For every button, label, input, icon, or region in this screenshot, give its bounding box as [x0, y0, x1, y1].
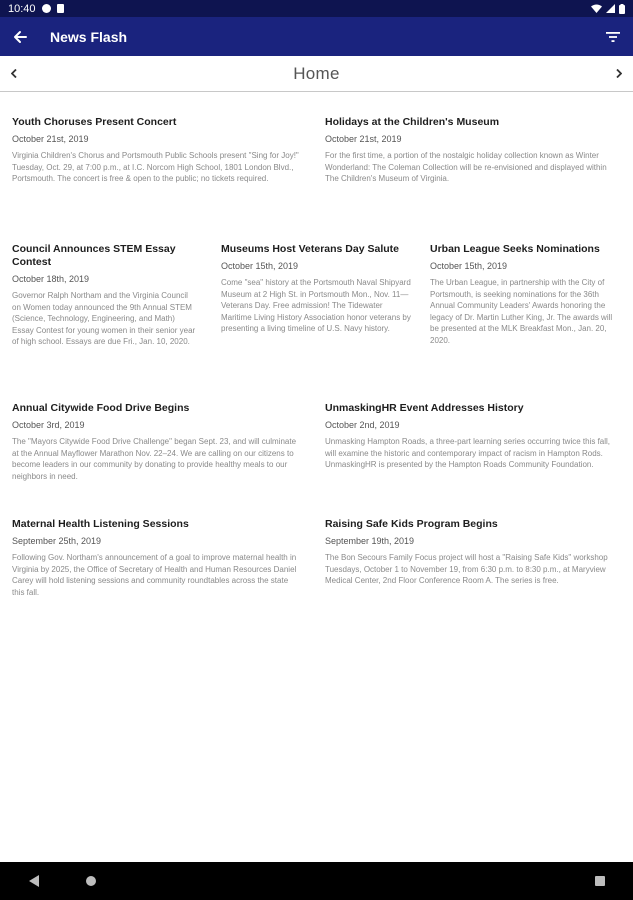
article-summary: The Bon Secours Family Focus project will host a "Raising Safe Kids" workshop Tuesdays, October 1 to November 19, from 6:30 p.m. to 8:30 p.m., at Maryview Medical Center, 2nd Floor Conference Room A. The series is free.	[325, 553, 608, 585]
article-title: Urban League Seeks Nominations	[430, 243, 600, 255]
article-date: September 25th, 2019	[12, 536, 102, 546]
wifi-icon	[591, 4, 602, 13]
previous-section-button[interactable]	[0, 56, 28, 92]
article-summary: Unmasking Hampton Roads, a three-part learning series occurring twice this fall, will examine the historic and contemporary impact of racism in Hampton Rods. UnmaskingHR is presented by the Hampton Roads Community Foundation.	[325, 437, 611, 469]
filter-button[interactable]	[593, 17, 633, 56]
article-title: Holidays at the Children's Museum	[325, 116, 500, 128]
article-title: Annual Citywide Food Drive Begins	[12, 402, 190, 414]
section-navigator	[0, 56, 633, 92]
back-button[interactable]	[0, 17, 40, 56]
article-date: October 18th, 2019	[12, 274, 90, 284]
article-summary: Virginia Children's Chorus and Portsmouth Public Schools present "Sing for Joy!" Tuesday, Oct. 29, at 7:00 p.m., at I.C. Norcom High School, 1801 London Blvd., Portsmouth. The concert is free & open to the public; no tickets required.	[12, 151, 299, 183]
article-card[interactable]	[325, 402, 620, 471]
nav-home-icon[interactable]	[86, 876, 96, 886]
article-summary: Following Gov. Northam's announcement of a goal to improve maternal health in Virginia by 2025, the Office of Secretary of Health and Human Resources Daniel Carey will hold listening sessions and community roundtables across the state this fall.	[12, 553, 297, 597]
article-summary: Come "sea" history at the Portsmouth Naval Shipyard Museum at 2 High St. in Portsmouth Mon., Nov. 11—Veterans Day. Free admission! The Tidewater Maritime Living History Association honor veterans by presenting a living timeline of U.S. Navy history.	[221, 278, 411, 333]
article-title: Raising Safe Kids Program Begins	[325, 518, 498, 530]
app-title: News Flash	[50, 28, 128, 45]
article-card[interactable]	[430, 243, 620, 346]
article-card[interactable]	[12, 518, 302, 598]
nav-recents-icon[interactable]	[595, 876, 605, 886]
article-title: UnmaskingHR Event Addresses History	[325, 402, 524, 414]
article-title: Maternal Health Listening Sessions	[12, 518, 189, 530]
battery-icon	[619, 4, 625, 14]
status-time: 10:40	[8, 2, 36, 15]
article-card[interactable]	[221, 243, 411, 335]
sd-card-icon	[57, 4, 64, 13]
article-card[interactable]	[12, 402, 302, 482]
status-bar	[0, 0, 633, 17]
chevron-left-icon	[11, 69, 17, 78]
section-title: Home	[293, 63, 340, 83]
signal-icon	[606, 4, 615, 13]
nav-back-icon[interactable]	[29, 875, 39, 887]
article-summary: For the first time, a portion of the nostalgic holiday collection known as Winter Wonderland: The Coleman Collection will be re-envisioned and displayed within The Children's Museum of Virginia.	[325, 151, 607, 183]
article-date: September 19th, 2019	[325, 536, 415, 546]
next-section-button[interactable]	[605, 56, 633, 92]
article-card[interactable]	[325, 116, 620, 185]
article-date: October 15th, 2019	[430, 261, 508, 271]
chevron-right-icon	[616, 69, 622, 78]
article-date: October 21st, 2019	[325, 134, 402, 144]
article-summary: The Urban League, in partnership with the City of Portsmouth, is seeking nominations for the 36th Annual Community Leaders' Awards honoring the legacy of Dr. Martin Luther King, Jr. The awards will be presented at the MLK Breakfast Mon., Jan. 20, 2020.	[430, 278, 613, 345]
article-date: October 3rd, 2019	[12, 420, 85, 430]
app-bar	[0, 17, 633, 56]
filter-icon	[606, 31, 620, 43]
arrow-back-icon	[13, 30, 27, 44]
article-card[interactable]	[325, 518, 620, 587]
system-navigation-bar	[0, 862, 633, 900]
article-title: Museums Host Veterans Day Salute	[221, 243, 399, 255]
article-title: Council Announces STEM Essay Contest	[12, 243, 176, 268]
notification-icon	[42, 4, 51, 13]
article-date: October 2nd, 2019	[325, 420, 400, 430]
article-card[interactable]	[12, 116, 302, 185]
article-date: October 15th, 2019	[221, 261, 299, 271]
article-card[interactable]	[12, 243, 197, 348]
article-date: October 21st, 2019	[12, 134, 89, 144]
article-summary: The "Mayors Citywide Food Drive Challenge" began Sept. 23, and will culminate at the Annual Mayflower Marathon Nov. 22–24. We are calling on our citizens to become leaders in our community by donating to provide healthy meals to our neighbors in need.	[12, 437, 297, 481]
article-summary: Governor Ralph Northam and the Virginia Council on Women today announced the 9th Annual STEM (Science, Technology, Engineering, and Math) Essay Contest for young women in their senior year of high school. Essays are due Fri., Jan. 10, 2020.	[12, 291, 196, 346]
article-title: Youth Choruses Present Concert	[12, 116, 177, 128]
